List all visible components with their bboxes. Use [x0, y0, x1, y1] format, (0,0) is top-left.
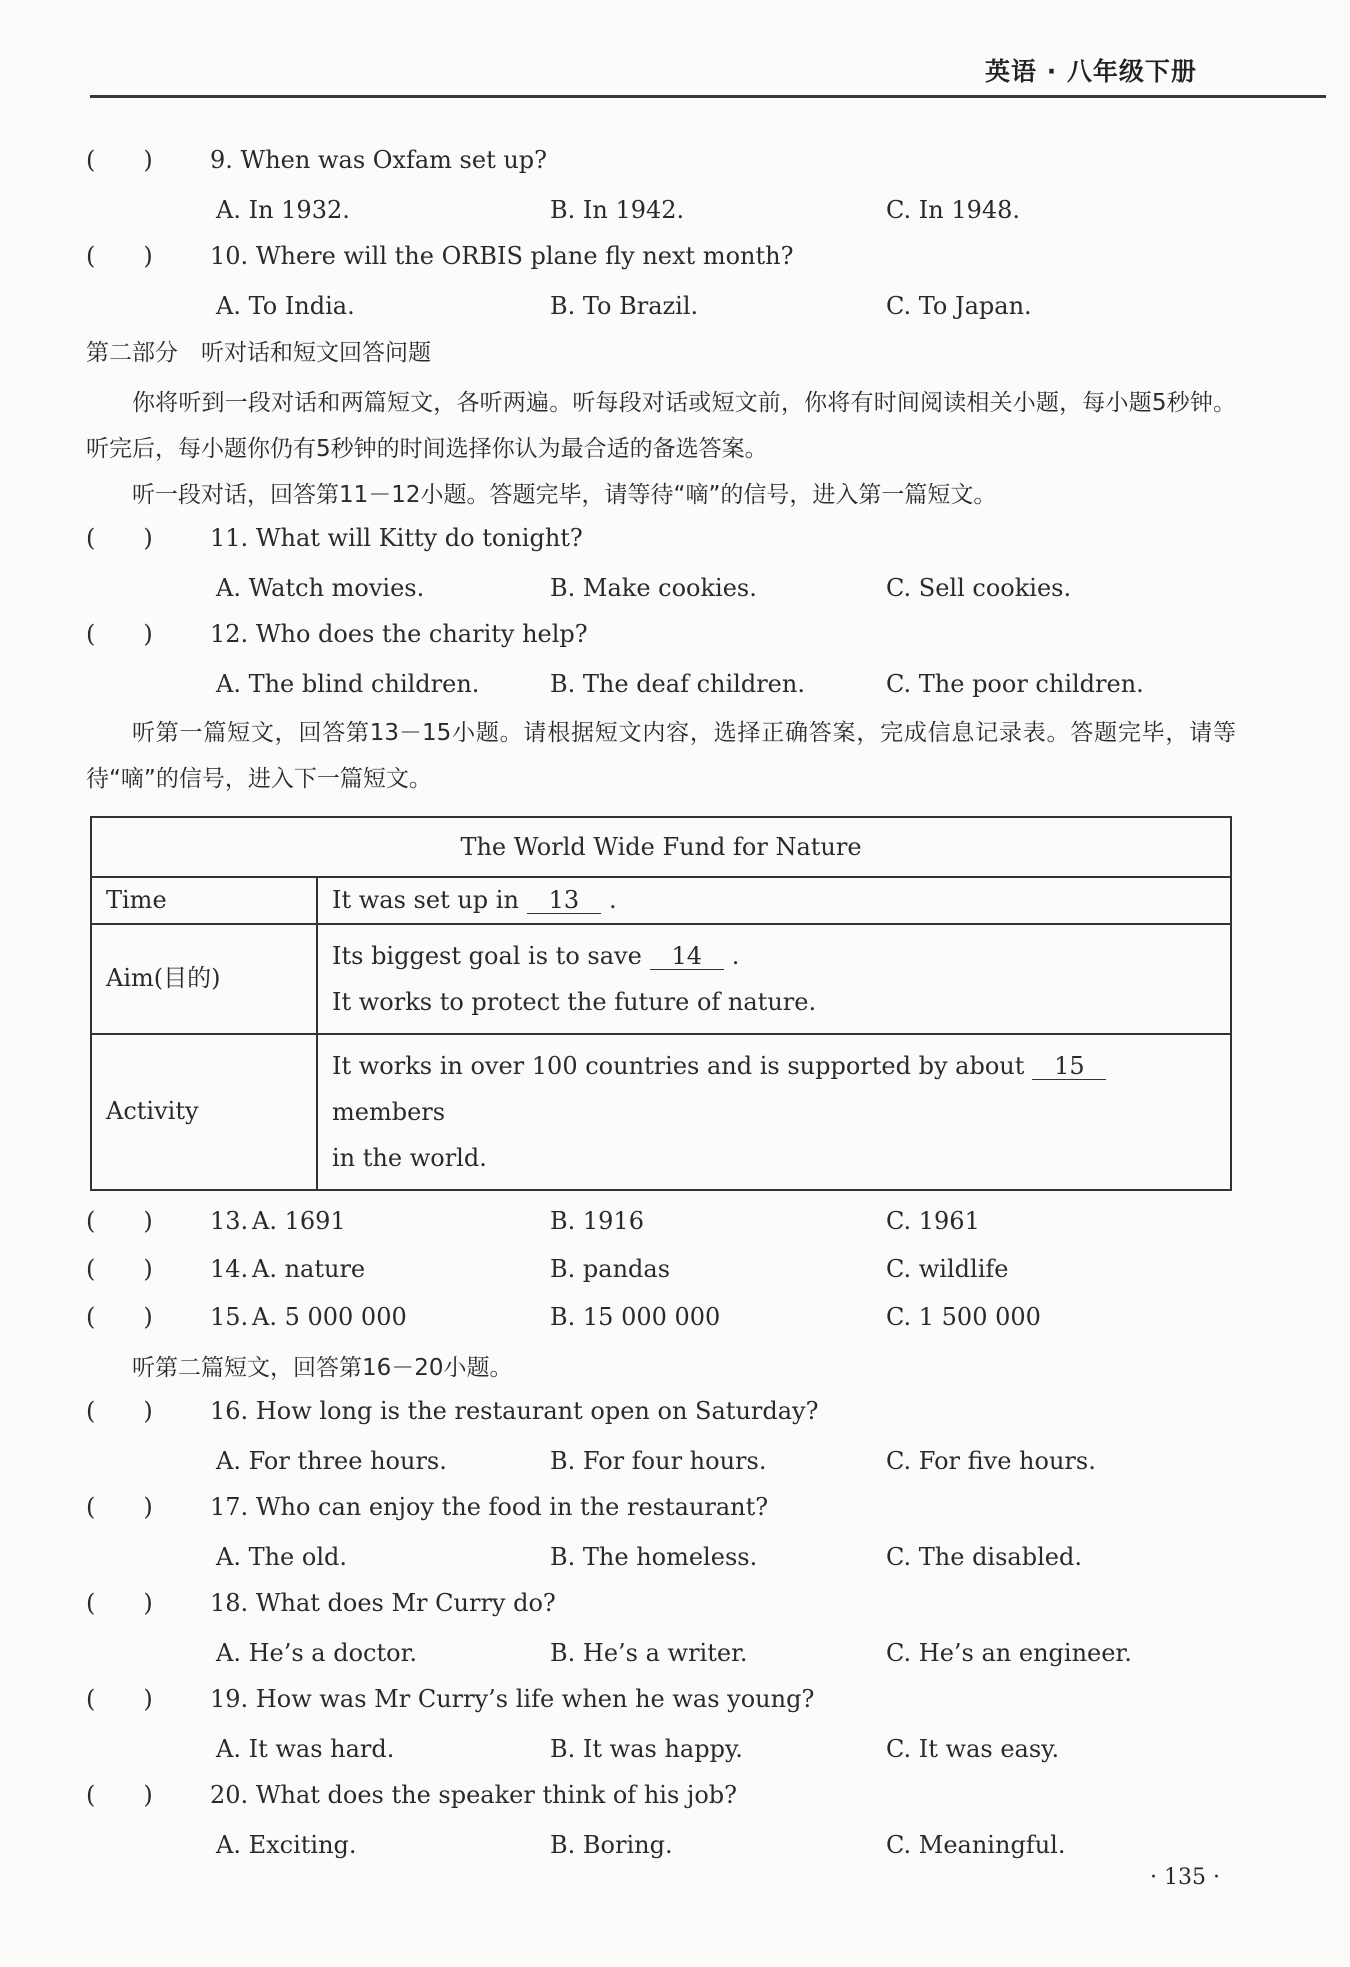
- question-text: 12. Who does the charity help?: [210, 620, 588, 648]
- row-content: It works in over 100 countries and is supported by about 15members in the world.: [317, 1034, 1231, 1190]
- option-a: A. 1691: [252, 1206, 346, 1235]
- fill-blank[interactable]: 13: [527, 887, 601, 914]
- option-a: A. It was hard.: [216, 1734, 395, 1763]
- section-heading: 第二部分 听对话和短文回答问题: [86, 340, 431, 366]
- question-text: 18. What does Mr Curry do?: [210, 1588, 556, 1617]
- option-c: C. Sell cookies.: [886, 574, 1072, 602]
- option-b: B. For four hours.: [550, 1446, 767, 1475]
- question-number: 13.: [210, 1206, 249, 1235]
- option-c: C. The poor children.: [886, 670, 1144, 698]
- question-text: 20. What does the speaker think of his job?: [210, 1780, 738, 1809]
- option-a: A. In 1932.: [216, 196, 350, 224]
- option-c: C. In 1948.: [886, 196, 1021, 224]
- row-label: Time: [91, 877, 317, 924]
- question-row: [86, 1487, 1236, 1535]
- question-row: [86, 1775, 1236, 1823]
- question-row: [86, 1391, 1236, 1439]
- row-content: It was set up in 13 .: [317, 877, 1231, 924]
- question-text: 17. Who can enjoy the food in the restaurant?: [210, 1492, 769, 1521]
- worksheet-content: [86, 140, 1236, 1871]
- question-row: [86, 614, 1236, 662]
- options-row: [86, 1823, 1236, 1871]
- row-label: Aim(目的): [91, 924, 317, 1034]
- option-b: B. The homeless.: [550, 1542, 758, 1571]
- answer-blank[interactable]: ( ): [86, 146, 153, 174]
- options-row: [86, 1631, 1236, 1679]
- options-row: [86, 662, 1236, 710]
- row-content: Its biggest goal is to save 14 . It works to protect the future of nature.: [317, 924, 1231, 1034]
- answer-blank[interactable]: ( ): [86, 242, 153, 270]
- option-c: C. Meaningful.: [886, 1830, 1066, 1859]
- option-a: A. The old.: [216, 1542, 348, 1571]
- question-row: [86, 518, 1236, 566]
- answer-blank[interactable]: ( ): [86, 1684, 153, 1713]
- dialogue-instruction: 听一段对话，回答第11－12小题。答题完毕，请等待“嘀”的信号，进入第一篇短文。: [132, 482, 997, 508]
- fill-blank[interactable]: 15: [1032, 1053, 1106, 1080]
- option-c: C. He’s an engineer.: [886, 1638, 1132, 1667]
- passage1-instruction: 听第一篇短文，回答第13－15小题。请根据短文内容，选择正确答案，完成信息记录表。答题完毕，请等待“嘀”的信号，进入下一篇短文。: [86, 720, 1236, 792]
- table-row: [91, 877, 1231, 924]
- options-row: [86, 1535, 1236, 1583]
- option-b: B. pandas: [550, 1254, 671, 1283]
- option-b: B. Make cookies.: [550, 574, 757, 602]
- option-a: A. 5 000 000: [252, 1302, 407, 1331]
- option-c: C. 1 500 000: [886, 1302, 1041, 1331]
- answer-blank[interactable]: ( ): [86, 524, 153, 552]
- question-text: 9. When was Oxfam set up?: [210, 146, 548, 174]
- fill-blank[interactable]: 14: [650, 943, 724, 970]
- options-row: [86, 566, 1236, 614]
- answer-blank[interactable]: ( ): [86, 1206, 153, 1235]
- option-c: C. 1961: [886, 1206, 980, 1235]
- option-c: C. For five hours.: [886, 1446, 1096, 1475]
- answer-blank[interactable]: ( ): [86, 1588, 153, 1617]
- option-a: A. nature: [252, 1254, 366, 1283]
- table-title: The World Wide Fund for Nature: [91, 817, 1231, 877]
- question-text: 19. How was Mr Curry’s life when he was young?: [210, 1684, 815, 1713]
- options-row: [86, 1727, 1236, 1775]
- page-number: · 135 ·: [1150, 1865, 1220, 1890]
- option-b: B. 15 000 000: [550, 1302, 721, 1331]
- question-text: 11. What will Kitty do tonight?: [210, 524, 583, 552]
- options-row: [86, 188, 1236, 236]
- question-row: [86, 140, 1236, 188]
- section-intro: 你将听到一段对话和两篇短文，各听两遍。听每段对话或短文前，你将有时间阅读相关小题，每小题5秒钟。听完后，每小题你仍有5秒钟的时间选择你认为最合适的备选答案。: [86, 390, 1236, 462]
- option-b: B. The deaf children.: [550, 670, 805, 698]
- option-a: A. Exciting.: [216, 1830, 357, 1859]
- option-b: B. Boring.: [550, 1830, 673, 1859]
- option-c: C. The disabled.: [886, 1542, 1082, 1571]
- option-c: C. It was easy.: [886, 1734, 1060, 1763]
- answer-blank[interactable]: ( ): [86, 1780, 153, 1809]
- option-b: B. He’s a writer.: [550, 1638, 748, 1667]
- option-c: C. To Japan.: [886, 292, 1032, 320]
- options-row: [86, 1439, 1236, 1487]
- answer-blank[interactable]: ( ): [86, 620, 153, 648]
- question-text: 10. Where will the ORBIS plane fly next month?: [210, 242, 794, 270]
- option-a: A. He’s a doctor.: [216, 1638, 418, 1667]
- info-record-table: [90, 816, 1232, 1191]
- question-row: [86, 236, 1236, 284]
- question-number: 14.: [210, 1254, 249, 1283]
- row-label: Activity: [91, 1034, 317, 1190]
- answer-blank[interactable]: ( ): [86, 1302, 153, 1331]
- question-row: [86, 1249, 1236, 1297]
- option-a: A. Watch movies.: [216, 574, 425, 602]
- option-b: B. 1916: [550, 1206, 644, 1235]
- option-b: B. It was happy.: [550, 1734, 743, 1763]
- answer-blank[interactable]: ( ): [86, 1396, 153, 1425]
- header-divider: [90, 95, 1326, 98]
- question-text: 16. How long is the restaurant open on Saturday?: [210, 1396, 819, 1425]
- table-row: [91, 1034, 1231, 1190]
- page-header: [0, 0, 1350, 100]
- question-row: [86, 1201, 1236, 1249]
- options-row: [86, 284, 1236, 332]
- option-a: A. To India.: [216, 292, 355, 320]
- option-a: A. The blind children.: [216, 670, 480, 698]
- question-row: [86, 1679, 1236, 1727]
- option-b: B. In 1942.: [550, 196, 685, 224]
- answer-blank[interactable]: ( ): [86, 1492, 153, 1521]
- question-number: 15.: [210, 1302, 249, 1331]
- option-c: C. wildlife: [886, 1254, 1009, 1283]
- answer-blank[interactable]: ( ): [86, 1254, 153, 1283]
- option-a: A. For three hours.: [216, 1446, 447, 1475]
- passage2-instruction: 听第二篇短文，回答第16－20小题。: [132, 1354, 513, 1381]
- table-row: [91, 924, 1231, 1034]
- question-row: [86, 1583, 1236, 1631]
- question-row: [86, 1297, 1236, 1345]
- option-b: B. To Brazil.: [550, 292, 699, 320]
- book-title: 英语 · 八年级下册: [985, 57, 1197, 86]
